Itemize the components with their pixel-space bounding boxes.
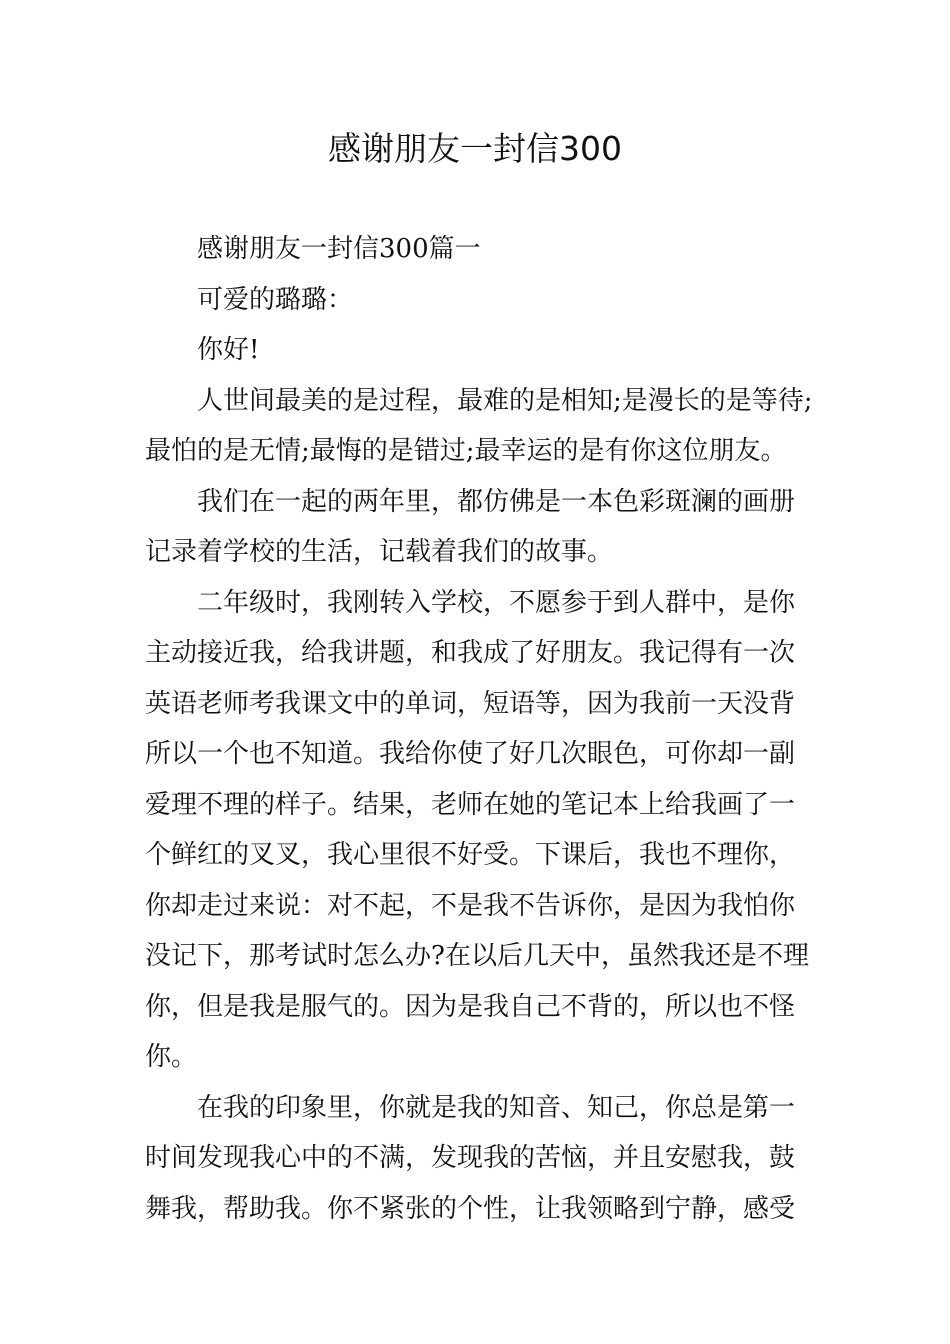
paragraph-greeting xyxy=(145,325,815,376)
text-line: 你好! xyxy=(197,335,260,365)
text-line: 舞我，帮助我。你不紧张的个性，让我领略到宁静，感受 xyxy=(145,1193,796,1224)
text-line: 二年级时，我刚转入学校，不愿参于到人群中，是你 xyxy=(197,587,796,618)
text-line: 没记下，那考试时怎么办?在以后几天中，虽然我还是不理 xyxy=(145,941,809,971)
paragraph xyxy=(145,477,815,578)
text-line: 英语老师考我课文中的单词，短语等，因为我前一天没背 xyxy=(145,688,796,719)
paragraph xyxy=(145,376,815,477)
paragraph-salutation xyxy=(145,275,815,326)
text-line: 所以一个也不知道。我给你使了好几次眼色，可你却一副 xyxy=(145,739,796,769)
paragraph-heading xyxy=(145,224,815,275)
text-line: 你却走过来说：对不起，不是我不告诉你，是因为我怕你 xyxy=(145,890,796,921)
text-line: 可爱的璐璐： xyxy=(197,284,354,315)
text-line: 时间发现我心中的不满，发现我的苦恼，并且安慰我，鼓 xyxy=(145,1143,796,1173)
paragraph xyxy=(145,1083,815,1235)
text-line: 人世间最美的是过程，最难的是相知;是漫长的是等待; xyxy=(197,385,813,416)
text-line: 你。 xyxy=(145,1042,198,1072)
document-body xyxy=(145,224,815,1234)
text-line: 主动接近我，给我讲题，和我成了好朋友。我记得有一次 xyxy=(145,638,796,668)
text-line: 我们在一起的两年里，都仿佛是一本色彩斑澜的画册 xyxy=(197,486,796,517)
text-line: 记录着学校的生活，记载着我们的故事。 xyxy=(145,537,614,567)
document-title: 感谢朋友一封信300 xyxy=(328,129,622,168)
text-line: 你，但是我是服气的。因为是我自己不背的，所以也不怪 xyxy=(145,991,796,1022)
text-line: 感谢朋友一封信300篇一 xyxy=(197,234,481,264)
text-line: 个鲜红的叉叉，我心里很不好受。下课后，我也不理你， xyxy=(145,840,796,870)
paragraph xyxy=(145,578,815,1083)
text-line: 最怕的是无情;最悔的是错过;最幸运的是有你这位朋友。 xyxy=(145,436,787,466)
text-line: 爱理不理的样子。结果，老师在她的笔记本上给我画了一 xyxy=(145,789,796,820)
text-line: 在我的印象里，你就是我的知音、知己，你总是第一 xyxy=(197,1092,796,1123)
